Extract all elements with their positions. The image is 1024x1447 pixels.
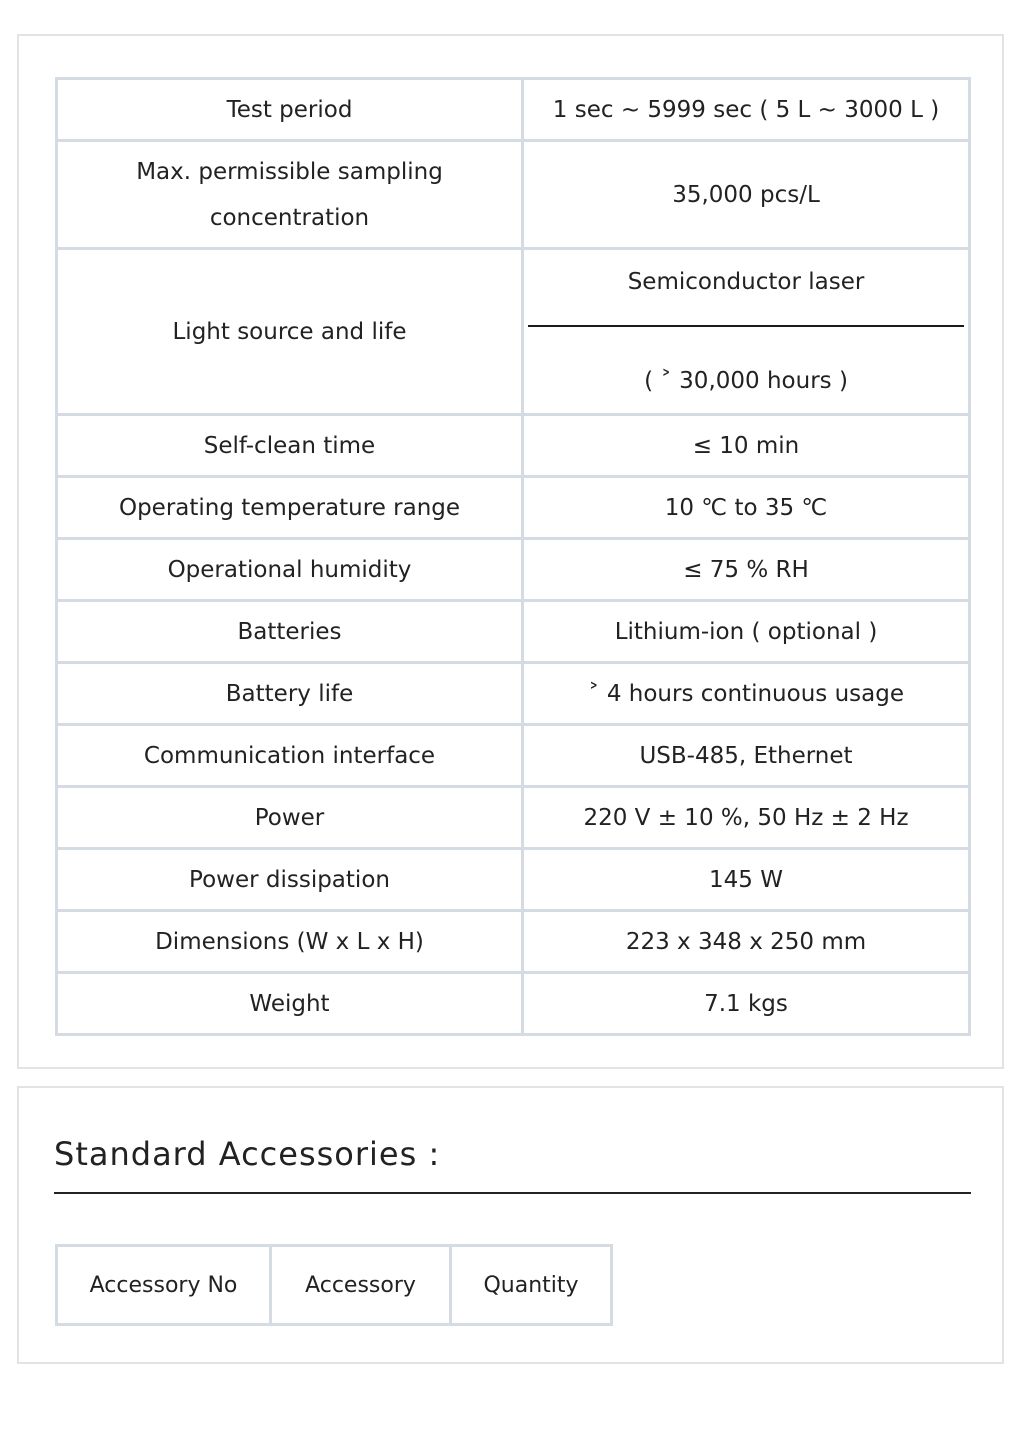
table-row — [57, 79, 970, 141]
table-row — [57, 663, 970, 725]
spec-label-humidity: Operational humidity — [57, 539, 523, 601]
spec-value-test-period: 1 sec ~ 5999 sec ( 5 L ~ 3000 L ) — [523, 79, 970, 141]
spec-value-battery-life: ˃ 4 hours continuous usage — [523, 663, 970, 725]
table-row — [57, 601, 970, 663]
spec-label-batteries: Batteries — [57, 601, 523, 663]
spec-label-test-period: Test period — [57, 79, 523, 141]
light-source-life: ( ˃ 30,000 hours ) — [644, 368, 848, 394]
table-row — [57, 725, 970, 787]
spec-value-batteries: Lithium-ion ( optional ) — [523, 601, 970, 663]
table-row — [57, 787, 970, 849]
spec-value-self-clean: ≤ 10 min — [523, 415, 970, 477]
table-row — [57, 973, 970, 1035]
spec-value-power: 220 V ± 10 %, 50 Hz ± 2 Hz — [523, 787, 970, 849]
specifications-table — [55, 77, 971, 1036]
column-header-accessory-no: Accessory No — [57, 1246, 271, 1325]
spec-label-communication: Communication interface — [57, 725, 523, 787]
spec-value-dimensions: 223 x 348 x 250 mm — [523, 911, 970, 973]
column-header-quantity: Quantity — [451, 1246, 612, 1325]
spec-label-self-clean: Self-clean time — [57, 415, 523, 477]
table-row — [57, 249, 970, 415]
spec-label-light-source: Light source and life — [57, 249, 523, 415]
table-header-row — [57, 1246, 612, 1325]
table-row — [57, 849, 970, 911]
spec-value-communication: USB-485, Ethernet — [523, 725, 970, 787]
table-row — [57, 415, 970, 477]
table-row — [57, 477, 970, 539]
spec-label-max-concentration: Max. permissible sampling concentration — [57, 141, 523, 249]
table-row — [57, 911, 970, 973]
spec-label-power: Power — [57, 787, 523, 849]
spec-value-power-dissipation: 145 W — [523, 849, 970, 911]
spec-label-power-dissipation: Power dissipation — [57, 849, 523, 911]
spec-value-operating-temperature: 10 ℃ to 35 ℃ — [523, 477, 970, 539]
spec-label-battery-life: Battery life — [57, 663, 523, 725]
spec-label-dimensions: Dimensions (W x L x H) — [57, 911, 523, 973]
spec-value-light-source — [523, 249, 970, 415]
column-header-accessory: Accessory — [271, 1246, 451, 1325]
accessories-table — [55, 1244, 613, 1326]
spec-label-operating-temperature: Operating temperature range — [57, 477, 523, 539]
accessories-heading: Standard Accessories : — [54, 1132, 971, 1194]
spec-value-weight: 7.1 kgs — [523, 973, 970, 1035]
specifications-panel — [17, 34, 1004, 1069]
spec-label-weight: Weight — [57, 973, 523, 1035]
accessories-panel — [17, 1086, 1004, 1364]
spec-value-humidity: ≤ 75 % RH — [523, 539, 970, 601]
table-row — [57, 539, 970, 601]
light-source-type: Semiconductor laser — [528, 250, 964, 327]
table-row — [57, 141, 970, 249]
spec-value-max-concentration: 35,000 pcs/L — [523, 141, 970, 249]
